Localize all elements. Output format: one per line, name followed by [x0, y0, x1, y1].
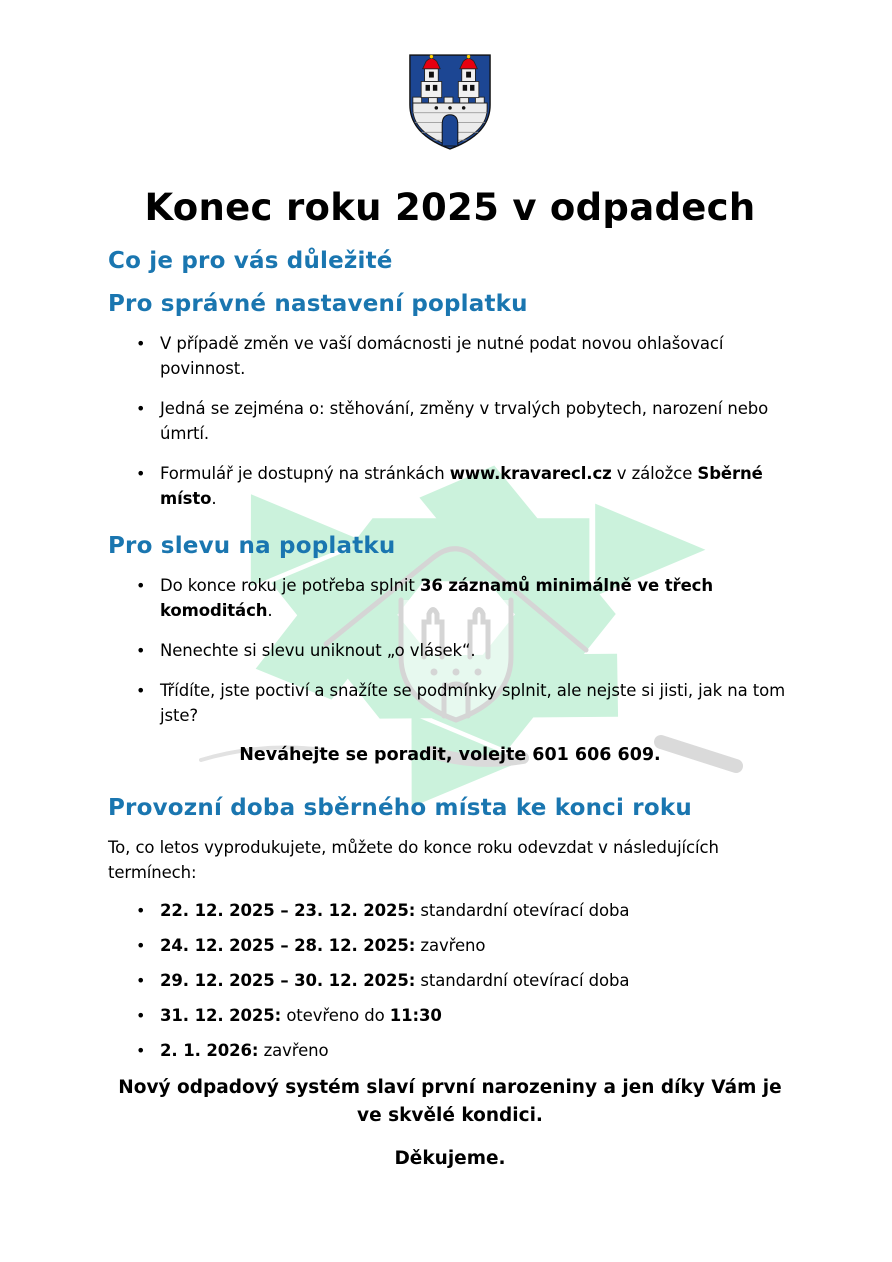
phone-callout: Neváhejte se poradit, volejte 601 606 609. — [239, 745, 661, 765]
list-item: • Formulář je dostupný na stránkách www.kravarecl.cz v záložce Sběrné místo. — [160, 461, 792, 511]
crest-graphic — [406, 51, 494, 153]
discount-list — [108, 573, 792, 728]
schedule-item: • 24. 12. 2025 – 28. 12. 2025: zavřeno — [160, 934, 792, 957]
section-heading-fee-setup: Pro správné nastavení poplatku — [108, 291, 528, 317]
closing-message: Nový odpadový systém slaví první narozeniny a jen díky Vám je ve skvělé kondici. — [118, 1077, 782, 1126]
opening-hours-intro: To, co letos vyprodukujete, můžete do konce roku odevzdat v následujících termínech: — [108, 838, 719, 882]
schedule-item: • 31. 12. 2025: otevřeno do 11:30 — [160, 1004, 792, 1027]
fee-setup-list — [108, 331, 792, 511]
section-heading-discount: Pro slevu na poplatku — [108, 533, 396, 559]
schedule-item: • 2. 1. 2026: zavřeno — [160, 1039, 792, 1062]
document-content — [0, 51, 892, 1173]
list-item: • Nenechte si slevu uniknout „o vlásek“. — [160, 638, 792, 663]
section-heading-opening-hours: Provozní doba sběrného místa ke konci roku — [108, 795, 692, 821]
section-heading-important: Co je pro vás důležité — [108, 248, 393, 274]
list-item: • Třídíte, jste poctiví a snažíte se podmínky splnit, ale nejste si jisti, jak na tom jste? — [160, 678, 792, 728]
list-item: • Do konce roku je potřeba splnit 36 záznamů minimálně ve třech komoditách. — [160, 573, 792, 623]
schedule-item: • 22. 12. 2025 – 23. 12. 2025: standardní otevírací doba — [160, 899, 792, 922]
town-crest-icon — [406, 51, 494, 153]
list-item: • Jedná se zejména o: stěhování, změny v trvalých pobytech, narození nebo úmrtí. — [160, 396, 792, 446]
schedule-list — [108, 899, 792, 1062]
list-item: • V případě změn ve vaší domácnosti je nutné podat novou ohlašovací povinnost. — [160, 331, 792, 381]
thanks-message: Děkujeme. — [394, 1148, 506, 1169]
page-title: Konec roku 2025 v odpadech — [144, 186, 756, 229]
schedule-item: • 29. 12. 2025 – 30. 12. 2025: standardní otevírací doba — [160, 969, 792, 992]
